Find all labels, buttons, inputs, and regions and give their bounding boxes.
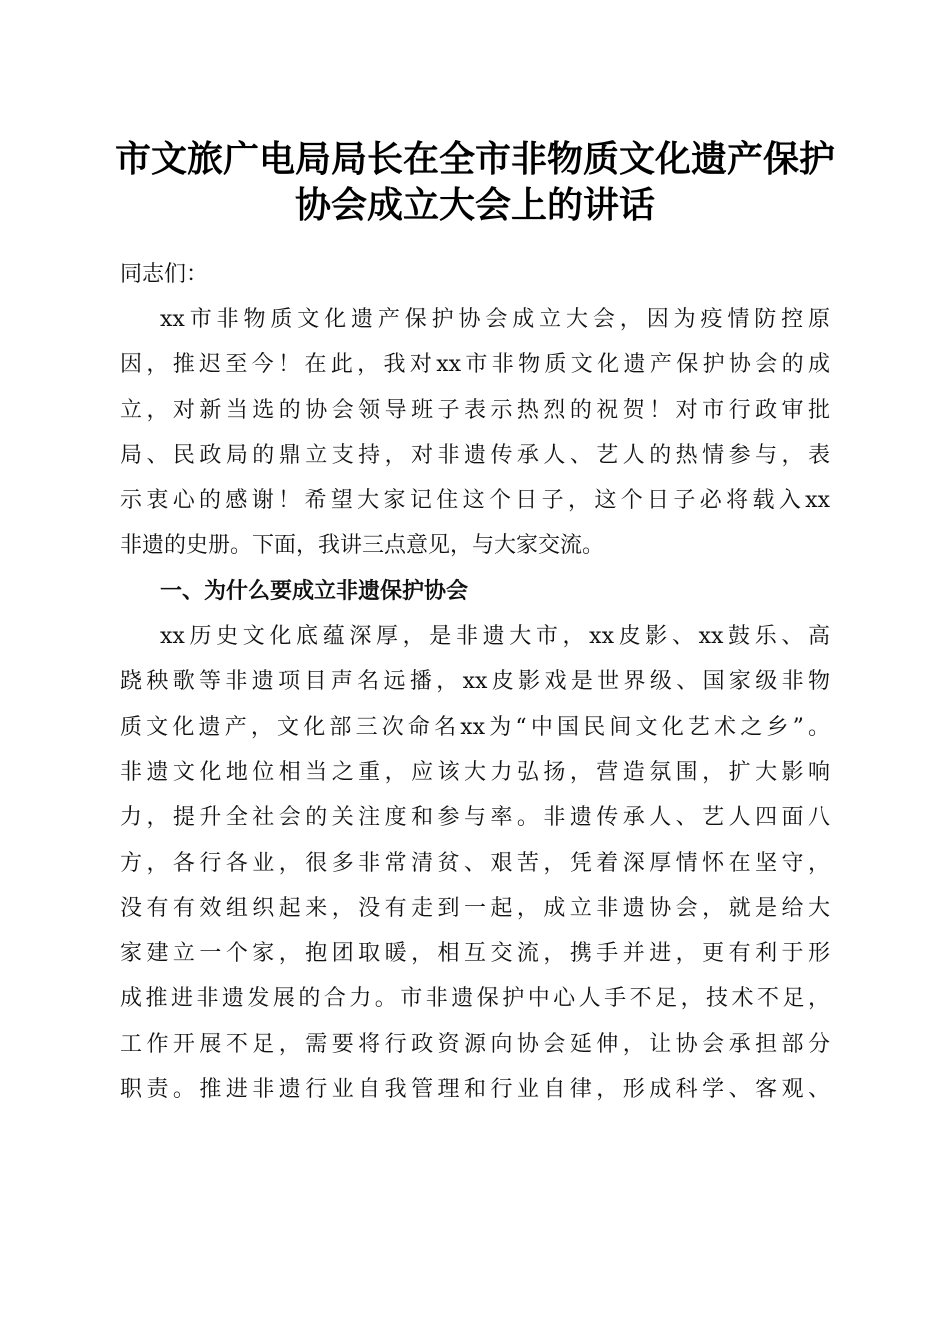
section-heading: 一、为什么要成立非遗保护协会 (160, 578, 469, 604)
paragraph-line: 职责。推进非遗行业自我管理和行业自律，形成科学、客观、 (120, 1077, 830, 1103)
paragraph-line: 没有有效组织起来，没有走到一起，成立非遗协会，就是给大 (120, 895, 830, 921)
paragraph-line: 工作开展不足，需要将行政资源向协会延伸，让协会承担部分 (120, 1031, 830, 1057)
paragraph-line: xx市非物质文化遗产保护协会成立大会，因为疫情防控原 (160, 307, 830, 332)
title-line: 市文旅广电局局长在全市非物质文化遗产保护 (114, 138, 835, 180)
title-line: 协会成立大会上的讲话 (294, 184, 655, 226)
paragraph-line: 局、民政局的鼎立支持，对非遗传承人、艺人的热情参与，表 (120, 442, 830, 468)
paragraph-line: 方，各行各业，很多非常清贫、艰苦，凭着深厚情怀在坚守， (120, 850, 830, 876)
document-body (120, 252, 830, 1112)
paragraph-line: 家建立一个家，抱团取暖，相互交流，携手并进，更有利于形 (120, 941, 830, 967)
paragraph-line: 立，对新当选的协会领导班子表示热烈的祝贺！对市行政审批 (120, 397, 830, 423)
paragraph-line: 示衷心的感谢！希望大家记住这个日子，这个日子必将载入xx (120, 488, 830, 514)
document-title (100, 136, 850, 228)
paragraph-line: 非遗的史册。下面，我讲三点意见，与大家交流。 (120, 533, 605, 559)
paragraph-section1 (120, 614, 830, 1112)
greeting: 同志们： (120, 262, 209, 287)
paragraph-line: 非遗文化地位相当之重，应该大力弘扬，营造氛围，扩大影响 (120, 759, 830, 785)
paragraph-line: xx历史文化底蕴深厚，是非遗大市，xx皮影、xx鼓乐、高 (160, 624, 830, 650)
paragraph-opening (120, 297, 830, 569)
paragraph-line: 质文化遗产，文化部三次命名xx为“中国民间文化艺术之乡”。 (120, 714, 830, 740)
paragraph-line: 因，推迟至今！在此，我对xx市非物质文化遗产保护协会的成 (120, 352, 830, 378)
paragraph-line: 成推进非遗发展的合力。市非遗保护中心人手不足，技术不足， (120, 986, 830, 1012)
paragraph-line: 跷秧歌等非遗项目声名远播，xx皮影戏是世界级、国家级非物 (120, 669, 830, 695)
paragraph-line: 力，提升全社会的关注度和参与率。非遗传承人、艺人四面八 (120, 805, 830, 831)
